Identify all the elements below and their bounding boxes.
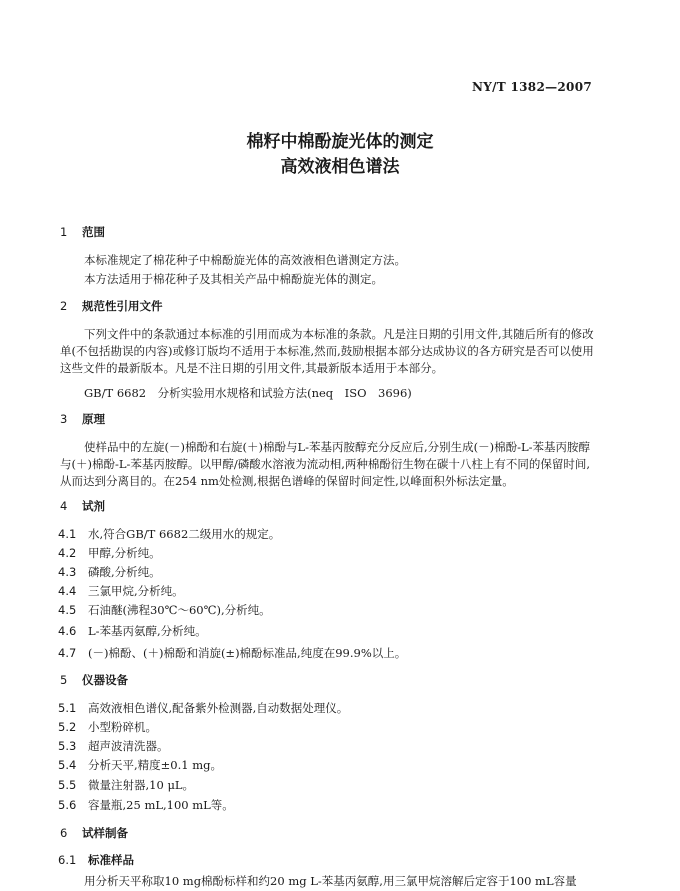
section-1-line-2: 本方法适用于棉花种子及其相关产品中棉酚旋光体的测定。: [84, 272, 383, 286]
equipment-item: 5.4 分析天平,精度±0.1 mg。: [58, 758, 223, 772]
section-5-heading: 5 仪器设备: [60, 673, 128, 687]
reagent-item: 4.5 石油醚(沸程30℃～60℃),分析纯。: [58, 603, 271, 617]
reagent-item: 4.7 (－)棉酚、(＋)棉酚和消旋(±)棉酚标准品,纯度在99.9%以上。: [58, 646, 407, 660]
equipment-item: 5.6 容量瓶,25 mL,100 mL等。: [58, 798, 234, 812]
reagent-item: 4.1 水,符合GB/T 6682二级用水的规定。: [58, 527, 281, 541]
section-2-heading: 2 规范性引用文件: [60, 299, 163, 313]
section-3-heading: 3 原理: [60, 412, 105, 426]
section-3-paragraph: 使样品中的左旋(－)棉酚和右旋(＋)棉酚与L-苯基丙胺醇充分反应后,分别生成(－)棉酚-L-苯基丙胺醇与(＋)棉酚-L-苯基丙胺醇。以甲醇/磷酸水溶液为流动相,两种棉酚衍生物在碳十八柱上有不同的保留时间,从而达到分离目的。在254 nm处检测,根据色谱峰的保留时间定性,以峰面积外标法定量。: [60, 440, 591, 488]
reagent-item: 4.3 磷酸,分析纯。: [58, 565, 161, 579]
section-4-heading: 4 试剂: [60, 499, 105, 513]
reagent-item: 4.4 三氯甲烷,分析纯。: [58, 584, 184, 598]
equipment-item: 5.3 超声波清洗器。: [58, 739, 169, 753]
normative-reference: GB/T 6682 分析实验用水规格和试验方法(neq ISO 3696): [84, 386, 412, 400]
section-1-line-1: 本标准规定了棉花种子中棉酚旋光体的高效液相色谱测定方法。: [84, 253, 406, 267]
section-2-paragraph: 下列文件中的条款通过本标准的引用而成为本标准的条款。凡是注日期的引用文件,其随后所有的修改单(不包括勘误的内容)或修订版均不适用于本标准,然而,鼓励根据本部分达成协议的各方研究是否可以使用这些文件的最新版本。凡是不注日期的引用文件,其最新版本适用于本部分。: [60, 327, 594, 375]
section-6-1-text: 用分析天平称取10 mg棉酚标样和约20 mg L-苯基丙氨醇,用三氯甲烷溶解后定容于100 mL容量: [84, 874, 577, 888]
equipment-item: 5.2 小型粉碎机。: [58, 720, 157, 734]
section-6-heading: 6 试样制备: [60, 826, 128, 840]
reagent-item: 4.6 L-苯基丙氨醇,分析纯。: [58, 624, 207, 638]
title-line-1: 棉籽中棉酚旋光体的测定: [246, 132, 434, 152]
reagent-item: 4.2 甲醇,分析纯。: [58, 546, 161, 560]
equipment-item: 5.5 微量注射器,10 μL。: [58, 778, 195, 792]
page-title: [0, 130, 680, 180]
section-6-1-heading: 6.1 标准样品: [58, 853, 134, 867]
section-1-heading: 1 范围: [60, 225, 105, 239]
title-line-2: 高效液相色谱法: [280, 157, 400, 177]
equipment-item: 5.1 高效液相色谱仪,配备紫外检测器,自动数据处理仪。: [58, 701, 349, 715]
standard-number: NY/T 1382—2007: [471, 80, 592, 94]
